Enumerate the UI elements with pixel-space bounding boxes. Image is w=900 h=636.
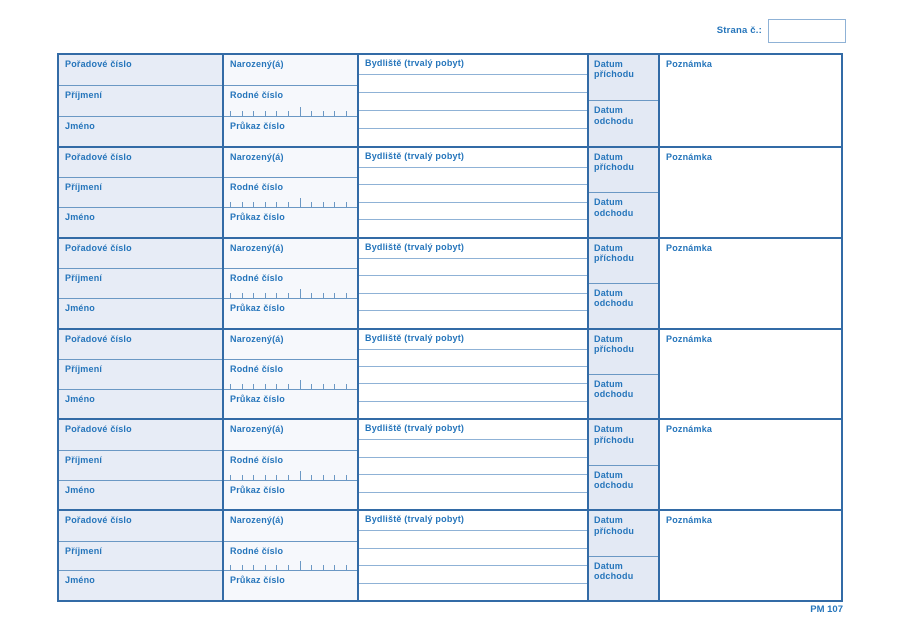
guest-record-block — [59, 509, 841, 600]
write-line — [359, 492, 587, 509]
write-line — [359, 184, 587, 201]
bydliste-label: Bydliště (trvalý pobyt) — [365, 150, 465, 161]
jmeno-cell — [59, 207, 222, 237]
jmeno-label: Jméno — [65, 575, 96, 586]
prijmeni-cell — [59, 268, 222, 298]
rodne-cislo-cell — [224, 541, 357, 571]
poradove-cislo-cell — [59, 420, 222, 450]
bydliste-label: Bydliště (trvalý pobyt) — [365, 241, 465, 252]
jmeno-cell — [59, 389, 222, 419]
datum-odchodu-label: Datum odchodu — [594, 378, 634, 400]
datum-prichodu-label: Datum příchodu — [594, 59, 635, 80]
bydliste-cell — [357, 239, 587, 328]
poznamka-cell — [658, 148, 841, 237]
bydliste-cell — [357, 148, 587, 237]
jmeno-cell — [59, 480, 222, 510]
jmeno-cell — [59, 570, 222, 600]
write-line — [359, 275, 587, 292]
prijmeni-cell — [59, 85, 222, 115]
guest-record-block — [59, 146, 841, 237]
poznamka-cell — [658, 330, 841, 419]
datum-odchodu-label: Datum odchodu — [594, 288, 634, 309]
narozeny-label: Narozený(á) — [230, 515, 284, 526]
write-line — [359, 350, 587, 366]
narozeny-label: Narozený(á) — [230, 242, 284, 253]
datum-odchodu-label: Datum odchodu — [594, 105, 634, 126]
rodne-cislo-label: Rodné číslo — [230, 182, 284, 193]
prukaz-cislo-label: Průkaz číslo — [230, 212, 285, 223]
page-number-row — [717, 19, 846, 43]
prukaz-cislo-label: Průkaz číslo — [230, 575, 285, 586]
rodne-cislo-cell — [224, 450, 357, 480]
bydliste-cell — [357, 330, 587, 419]
bydliste-label: Bydliště (trvalý pobyt) — [365, 514, 465, 525]
datum-odchodu-cell — [589, 374, 658, 418]
prukaz-cislo-cell — [224, 298, 357, 328]
digit-tick-marks — [230, 288, 347, 298]
address-write-lines — [359, 350, 587, 419]
datum-prichodu-cell — [589, 148, 658, 192]
guest-record-block — [59, 418, 841, 509]
prijmeni-cell — [59, 541, 222, 571]
rodne-cislo-label: Rodné číslo — [230, 273, 284, 284]
datum-odchodu-cell — [589, 100, 658, 145]
jmeno-cell — [59, 116, 222, 146]
dates-column — [587, 330, 658, 419]
bydliste-cell — [357, 55, 587, 146]
write-line — [359, 310, 587, 327]
bydliste-cell — [357, 420, 587, 509]
datum-prichodu-cell — [589, 55, 658, 100]
prijmeni-label: Příjmení — [65, 545, 103, 556]
guest-record-block — [59, 328, 841, 419]
dates-column — [587, 55, 658, 146]
prukaz-cislo-label: Průkaz číslo — [230, 302, 285, 313]
bydliste-label: Bydliště (trvalý pobyt) — [365, 58, 465, 68]
prukaz-cislo-cell — [224, 480, 357, 510]
poznamka-label: Poznámka — [666, 151, 713, 162]
page-number-box — [768, 19, 846, 43]
write-line — [359, 383, 587, 400]
datum-prichodu-label: Datum příchodu — [594, 424, 635, 445]
rodne-cislo-cell — [224, 85, 357, 115]
write-line — [359, 565, 587, 582]
jmeno-label: Jméno — [65, 302, 96, 313]
dates-column — [587, 239, 658, 328]
jmeno-label: Jméno — [65, 212, 96, 223]
narozeny-cell — [224, 330, 357, 360]
guest-record-block — [59, 55, 841, 146]
poradove-cislo-label: Pořadové číslo — [65, 424, 132, 435]
poradove-cislo-label: Pořadové číslo — [65, 59, 132, 69]
prijmeni-cell — [59, 177, 222, 207]
guest-record-block — [59, 237, 841, 328]
write-line — [359, 440, 587, 456]
poznamka-cell — [658, 511, 841, 600]
datum-odchodu-label: Datum odchodu — [594, 197, 634, 218]
datum-prichodu-cell — [589, 420, 658, 464]
guest-record-table — [57, 53, 843, 602]
prukaz-cislo-label: Průkaz číslo — [230, 484, 285, 495]
rodne-cislo-label: Rodné číslo — [230, 454, 284, 465]
datum-odchodu-cell — [589, 556, 658, 600]
narozeny-cell — [224, 511, 357, 541]
poradove-cislo-label: Pořadové číslo — [65, 515, 132, 526]
write-line — [359, 401, 587, 418]
poradove-cislo-label: Pořadové číslo — [65, 333, 132, 344]
id-column — [222, 511, 357, 600]
digit-tick-marks — [230, 379, 347, 389]
narozeny-label: Narozený(á) — [230, 424, 284, 435]
digit-tick-marks — [230, 106, 347, 116]
write-line — [359, 548, 587, 565]
write-line — [359, 259, 587, 275]
name-column — [59, 420, 222, 509]
dates-column — [587, 420, 658, 509]
poznamka-label: Poznámka — [666, 424, 713, 435]
prijmeni-cell — [59, 359, 222, 389]
datum-odchodu-cell — [589, 465, 658, 509]
rodne-cislo-cell — [224, 177, 357, 207]
poznamka-label: Poznámka — [666, 333, 713, 344]
name-column — [59, 148, 222, 237]
jmeno-label: Jméno — [65, 393, 96, 404]
write-line — [359, 75, 587, 92]
datum-odchodu-label: Datum odchodu — [594, 469, 634, 491]
dates-column — [587, 148, 658, 237]
address-write-lines — [359, 531, 587, 600]
write-line — [359, 583, 587, 600]
jmeno-cell — [59, 298, 222, 328]
bydliste-label: Bydliště (trvalý pobyt) — [365, 423, 465, 434]
bydliste-label: Bydliště (trvalý pobyt) — [365, 332, 465, 343]
page-number-label: Strana č.: — [716, 24, 762, 36]
address-write-lines — [359, 259, 587, 328]
jmeno-label: Jméno — [65, 120, 96, 131]
prukaz-cislo-cell — [224, 116, 357, 146]
name-column — [59, 55, 222, 146]
prijmeni-cell — [59, 450, 222, 480]
narozeny-cell — [224, 420, 357, 450]
write-line — [359, 202, 587, 219]
write-line — [359, 92, 587, 110]
datum-prichodu-label: Datum příchodu — [594, 242, 635, 263]
write-line — [359, 293, 587, 310]
poradove-cislo-label: Pořadové číslo — [65, 242, 132, 253]
name-column — [59, 239, 222, 328]
dates-column — [587, 511, 658, 600]
poznamka-label: Poznámka — [666, 515, 713, 526]
digit-tick-marks — [230, 470, 347, 480]
bydliste-header — [359, 239, 587, 259]
bydliste-cell — [357, 511, 587, 600]
prukaz-cislo-label: Průkaz číslo — [230, 393, 285, 404]
write-line — [359, 219, 587, 236]
bydliste-header — [359, 511, 587, 531]
rodne-cislo-label: Rodné číslo — [230, 90, 284, 101]
poradove-cislo-label: Pořadové číslo — [65, 151, 132, 162]
address-write-lines — [359, 168, 587, 237]
prijmeni-label: Příjmení — [65, 182, 103, 193]
rodne-cislo-label: Rodné číslo — [230, 545, 284, 556]
id-column — [222, 420, 357, 509]
datum-prichodu-label: Datum příchodu — [594, 333, 635, 354]
name-column — [59, 511, 222, 600]
write-line — [359, 457, 587, 474]
digit-tick-marks — [230, 197, 347, 207]
narozeny-label: Narozený(á) — [230, 151, 284, 162]
bydliste-header — [359, 55, 587, 75]
prijmeni-label: Příjmení — [65, 454, 103, 465]
rodne-cislo-cell — [224, 268, 357, 298]
form-code: PM 107 — [810, 604, 843, 615]
prijmeni-label: Příjmení — [65, 364, 103, 375]
id-column — [222, 330, 357, 419]
datum-prichodu-cell — [589, 330, 658, 374]
prukaz-cislo-cell — [224, 570, 357, 600]
prukaz-cislo-cell — [224, 207, 357, 237]
narozeny-cell — [224, 239, 357, 269]
datum-odchodu-cell — [589, 192, 658, 236]
poznamka-cell — [658, 239, 841, 328]
poznamka-cell — [658, 55, 841, 146]
datum-prichodu-cell — [589, 239, 658, 283]
jmeno-label: Jméno — [65, 484, 96, 495]
rodne-cislo-cell — [224, 359, 357, 389]
address-write-lines — [359, 75, 587, 146]
digit-tick-marks — [230, 560, 347, 570]
prukaz-cislo-label: Průkaz číslo — [230, 120, 285, 131]
prijmeni-label: Příjmení — [65, 90, 103, 101]
write-line — [359, 474, 587, 491]
address-write-lines — [359, 440, 587, 509]
write-line — [359, 168, 587, 184]
id-column — [222, 148, 357, 237]
narozeny-cell — [224, 148, 357, 178]
bydliste-header — [359, 330, 587, 350]
rodne-cislo-label: Rodné číslo — [230, 364, 284, 375]
prijmeni-label: Příjmení — [65, 273, 103, 284]
name-column — [59, 330, 222, 419]
poradove-cislo-cell — [59, 330, 222, 360]
datum-odchodu-cell — [589, 283, 658, 327]
datum-prichodu-cell — [589, 511, 658, 555]
write-line — [359, 531, 587, 547]
poradove-cislo-cell — [59, 511, 222, 541]
poznamka-cell — [658, 420, 841, 509]
id-column — [222, 239, 357, 328]
poradove-cislo-cell — [59, 239, 222, 269]
poznamka-label: Poznámka — [666, 59, 713, 69]
datum-prichodu-label: Datum příchodu — [594, 151, 635, 173]
narozeny-label: Narozený(á) — [230, 59, 284, 69]
write-line — [359, 110, 587, 128]
narozeny-label: Narozený(á) — [230, 333, 284, 344]
id-column — [222, 55, 357, 146]
bydliste-header — [359, 420, 587, 440]
write-line — [359, 128, 587, 146]
datum-prichodu-label: Datum příchodu — [594, 515, 635, 536]
prukaz-cislo-cell — [224, 389, 357, 419]
datum-odchodu-label: Datum odchodu — [594, 560, 634, 581]
poradove-cislo-cell — [59, 148, 222, 178]
poznamka-label: Poznámka — [666, 242, 713, 253]
write-line — [359, 366, 587, 383]
bydliste-header — [359, 148, 587, 168]
narozeny-cell — [224, 55, 357, 85]
poradove-cislo-cell — [59, 55, 222, 85]
